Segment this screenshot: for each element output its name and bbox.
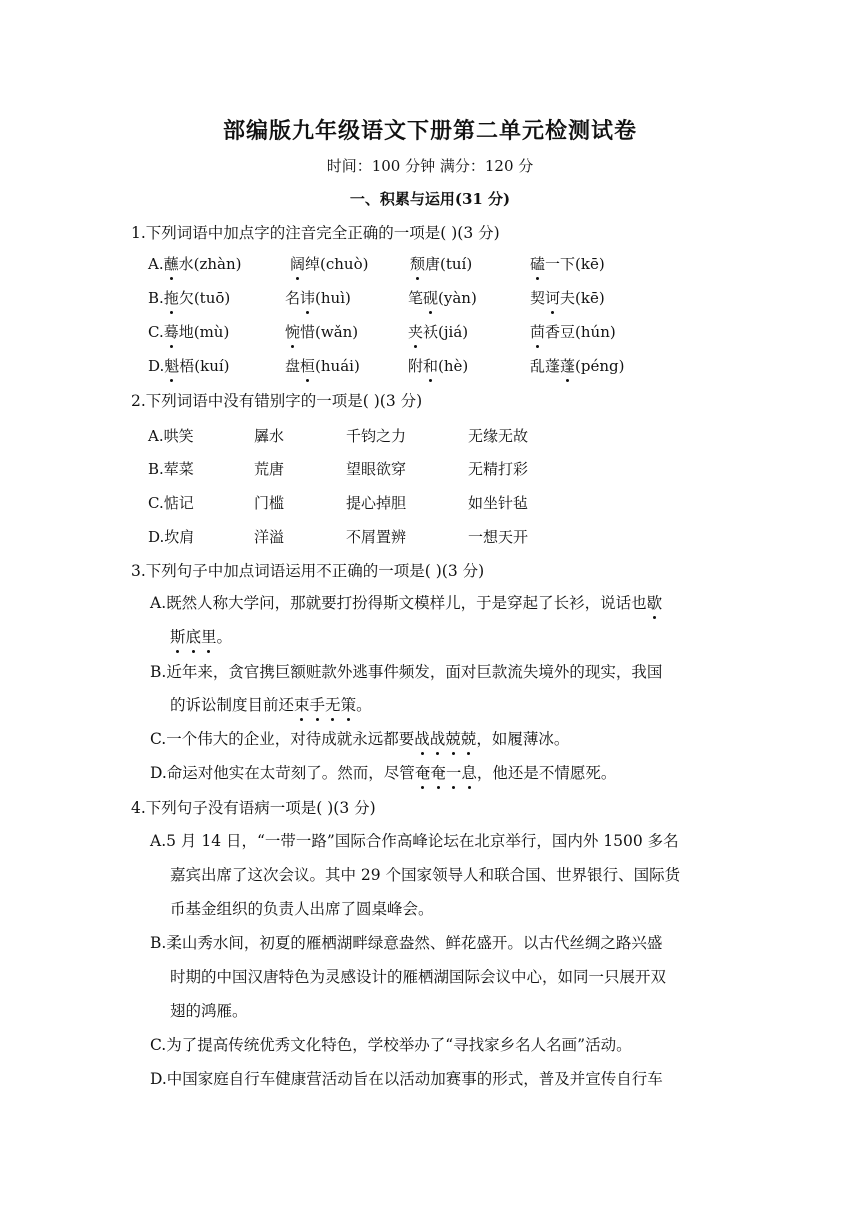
question-2-stem: 2.下列词语中没有错别字的一项是( )(3 分) — [131, 392, 423, 410]
q2-option-b-word-2: 荒唐 — [254, 460, 285, 478]
q2-option-d-word-3: 不屑置辨 — [346, 528, 407, 546]
q1-option-b-item-1: B.拖欠(tuō) — [148, 289, 231, 307]
emphasis-char: 一 — [445, 764, 462, 782]
emphasis-char: 斯 — [170, 628, 186, 646]
q1-option-b-item-3: 笔砚(yàn) — [408, 289, 477, 307]
emphasis-char: 手 — [309, 696, 326, 714]
q1-option-a-item-4: 磕一下(kē) — [530, 255, 605, 273]
emphasis-char: 兢 — [460, 730, 477, 748]
q3-option-c: C.一个伟大的企业，对待成就永远都要战战兢兢，如履薄冰。 — [150, 730, 570, 748]
q2-option-a-word-2: 羼水 — [254, 427, 285, 445]
q4-option-a-line-3: 币基金组织的负责人出席了圆桌峰会。 — [170, 900, 434, 918]
q3-option-d: D.命运对他实在太苛刻了。然而，尽管奄奄一息，他还是不情愿死。 — [150, 764, 617, 782]
section-heading: 一、积累与运用(31 分) — [349, 190, 511, 208]
q2-option-d-word-2: 洋溢 — [254, 528, 285, 546]
q4-option-b-line-2: 时期的中国汉唐特色为灵感设计的雁栖湖国际会议中心，如同一只展开双 — [170, 968, 667, 986]
q4-option-b-line-1: B.柔山秀水间，初夏的雁栖湖畔绿意盎然、鲜花盛开。以古代丝绸之路兴盛 — [150, 934, 663, 952]
question-1-stem: 1.下列词语中加点字的注音完全正确的一项是( )(3 分) — [131, 224, 500, 242]
emphasis-char: 兢 — [445, 730, 461, 748]
emphasis-char: 束 — [294, 696, 310, 714]
q1-option-d-item-1: D.魁梧(kuí) — [148, 357, 230, 375]
q3-option-b-line-1: B.近年来，贪官携巨额赃款外逃事件频发，面对巨款流失境外的现实，我国 — [150, 663, 663, 681]
q2-option-a-word-4: 无缘无故 — [468, 427, 529, 445]
emphasis-char: 奄 — [430, 764, 446, 782]
q1-option-a-item-1: A.蘸水(zhàn) — [148, 255, 242, 273]
emphasis-char: 无 — [325, 696, 341, 714]
emphasis-char: 战 — [414, 730, 430, 748]
emphasis-char: 息 — [461, 764, 477, 782]
q1-option-d-item-2: 盘桓(huái) — [285, 357, 360, 375]
q4-option-c: C.为了提高传统优秀文化特色，学校举办了“寻找家乡名人名画”活动。 — [150, 1036, 632, 1054]
q1-option-a-item-2: 阔绰(chuò) — [290, 255, 369, 273]
emphasis-char: 战 — [429, 730, 446, 748]
question-3-stem: 3.下列句子中加点词语运用不正确的一项是( )(3 分) — [131, 562, 485, 580]
emphasis-char: 里 — [201, 628, 217, 646]
q2-option-d-word-4: 一想天开 — [468, 528, 529, 546]
q2-option-b-word-1: B.荤菜 — [148, 460, 194, 478]
emphasis-char: 底 — [185, 628, 202, 646]
q4-option-b-line-3: 翅的鸿雁。 — [170, 1002, 248, 1020]
q3-option-b-line-2: 的诉讼制度目前还束手无策。 — [170, 696, 372, 714]
q2-option-c-word-3: 提心掉胆 — [346, 494, 407, 512]
q4-option-d-line-1: D.中国家庭自行车健康营活动旨在以活动加赛事的形式，普及并宣传自行车 — [150, 1070, 663, 1088]
q3-option-a-line-2: 斯底里。 — [170, 628, 233, 646]
q4-option-a-line-1: A.5 月 14 日，“一带一路”国际合作高峰论坛在北京举行，国内外 1500 多名 — [150, 832, 679, 850]
q1-option-d-item-4: 乱蓬蓬(péng) — [530, 357, 625, 375]
question-4-stem: 4.下列句子没有语病一项是( )(3 分) — [131, 799, 376, 817]
q1-option-b-item-2: 名讳(huì) — [285, 289, 351, 307]
q1-option-a-item-3: 颓唐(tuí) — [410, 255, 473, 273]
q1-option-c-item-1: C.蓦地(mù) — [148, 323, 230, 341]
exam-time-score: 时间：100 分钟 满分：120 分 — [326, 157, 534, 175]
q1-option-c-item-2: 惋惜(wǎn) — [285, 323, 359, 341]
emphasis-char: 策 — [340, 696, 357, 714]
q2-option-c-word-2: 门槛 — [254, 494, 285, 512]
q2-option-b-word-3: 望眼欲穿 — [346, 460, 407, 478]
q2-option-b-word-4: 无精打彩 — [468, 460, 529, 478]
q3-option-a-line-1: A.既然人称大学问，那就要打扮得斯文模样儿，于是穿起了长衫，说话也歇 — [150, 594, 663, 612]
q2-option-d-word-1: D.坎肩 — [148, 528, 195, 546]
q2-option-c-word-4: 如坐针毡 — [468, 494, 529, 512]
q1-option-b-item-4: 契诃夫(kē) — [530, 289, 605, 307]
q1-option-c-item-4: 茴香豆(hún) — [530, 323, 616, 341]
q4-option-a-line-2: 嘉宾出席了这次会议。其中 29 个国家领导人和联合国、世界银行、国际货 — [170, 866, 681, 884]
q2-option-c-word-1: C.惦记 — [148, 494, 194, 512]
q1-option-c-item-3: 夹袄(jiá) — [408, 323, 469, 341]
q2-option-a-word-3: 千钧之力 — [346, 427, 407, 445]
q1-option-d-item-3: 附和(hè) — [408, 357, 469, 375]
exam-title: 部编版九年级语文下册第二单元检测试卷 — [222, 118, 637, 144]
emphasis-char: 奄 — [414, 764, 431, 782]
q2-option-a-word-1: A.哄笑 — [148, 427, 194, 445]
